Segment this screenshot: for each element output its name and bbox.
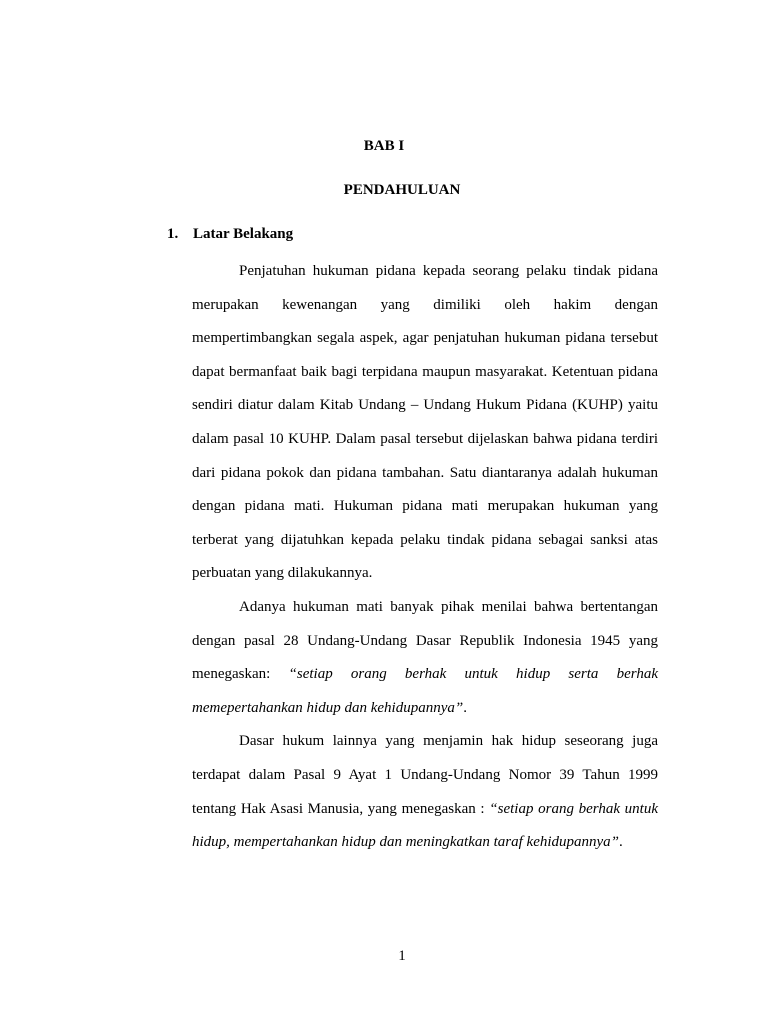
paragraph-3-quote: “setiap orang berhak untuk hidup, mempertahankan hidup dan meningkatkan taraf kehidupannya” <box>192 800 659 851</box>
section-title: Latar Belakang <box>193 226 294 242</box>
paragraph-3-text: Dasar hukum lainnya yang menjamin hak hidup seseorang juga terdapat dalam Pasal 9 Ayat 1 Undang-Undang Nomor 39 Tahun 1999 tentang Hak Asasi Manusia, yang menegaskan : <box>192 733 658 817</box>
section-heading <box>167 224 293 244</box>
page-number: 1 <box>398 948 406 964</box>
paragraph-3 <box>192 725 658 859</box>
paragraph-1-text: Penjatuhan hukuman pidana kepada seorang pelaku tindak pidana merupakan kewenangan yang dimiliki oleh hakim dengan mempertimbangkan segala aspek, agar penjatuhan hukuman pidana tersebut dapat bermanfaat baik bagi terpidana maupun masyarakat. Ketentuan pidana sendiri diatur dalam Kitab Undang – Undang Hukum Pidana (KUHP) yaitu dalam pasal 10 KUHP. Dalam pasal tersebut dijelaskan bahwa pidana terdiri dari pidana pokok dan pidana tambahan. Satu diantaranya adalah hukuman dengan pidana mati. Hukuman pidana mati merupakan hukuman yang terberat yang dijatuhkan kepada pelaku tindak pidana sebagai sanksi atas perbuatan yang dilakukannya. <box>192 263 658 582</box>
chapter-title: PENDAHULUAN <box>343 182 461 198</box>
body-text <box>192 255 658 860</box>
section-number: 1. <box>167 226 179 242</box>
paragraph-2 <box>192 591 658 725</box>
paragraph-2-quote: “setiap orang berhak untuk hidup serta berhak memepertahankan hidup dan kehidupannya” <box>192 666 658 716</box>
paragraph-2-text: Adanya hukuman mati banyak pihak menilai bahwa bertentangan dengan pasal 28 Undang-Undang Dasar Republik Indonesia 1945 yang menegaskan: <box>192 598 658 683</box>
paragraph-3-end: . <box>619 834 623 851</box>
paragraph-1 <box>192 255 658 591</box>
paragraph-2-end: . <box>463 699 467 716</box>
chapter-label: BAB I <box>363 138 405 154</box>
